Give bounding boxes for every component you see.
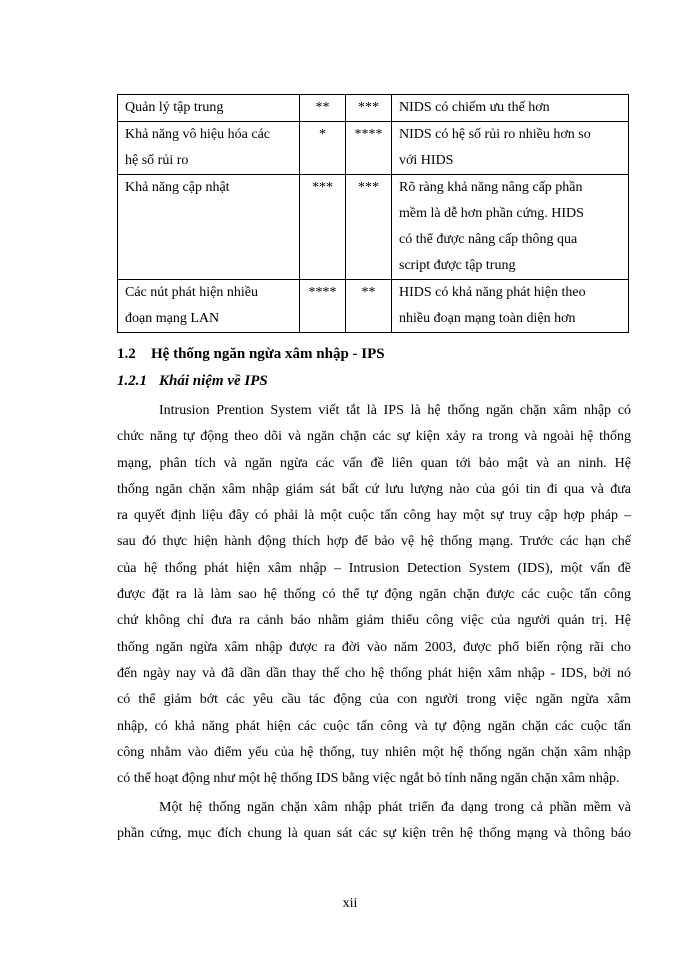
note-line: HIDS có khả năng phát hiện theo: [399, 285, 586, 300]
subsection-number: 1.2.1: [117, 373, 147, 389]
feature-line: hệ số rủi ro: [125, 153, 189, 168]
section-title: Hệ thống ngăn ngừa xâm nhập - IPS: [151, 346, 385, 362]
note-cell: [392, 95, 629, 122]
nids-rating: **: [361, 285, 376, 300]
nids-rating: ****: [354, 127, 383, 142]
page-number: xii: [342, 896, 358, 911]
paragraph-line: đến ngày nay và đã dần dần thay thế cho hệ thống phát hiện xâm nhập - IDS, bởi nó: [117, 665, 631, 681]
note-line: NIDS có hệ số rủi ro nhiều hơn so: [399, 127, 591, 142]
paragraph-line: mạng, phân tích và ngăn ngừa các vấn đề liên quan tới bảo mật và an ninh. Hệ: [117, 455, 631, 471]
table-row: [118, 122, 629, 175]
paragraph-line: chứ không chỉ đưa ra cảnh báo nhằm giảm thiểu công việc của người quản trị. Hệ: [117, 613, 631, 629]
paragraph-line: chức năng tự động theo dõi và ngăn chặn các sự kiện xảy ra trong và ngoài hệ thống: [117, 429, 631, 445]
note-line: nhiều đoạn mạng toàn diện hơn: [399, 311, 576, 326]
paragraph-line: có thể giảm bớt các yêu cầu tác động của con người trong việc ngăn ngừa xâm: [117, 692, 631, 708]
note-line: với HIDS: [399, 153, 454, 168]
hids-rating: **: [315, 100, 330, 115]
paragraph-line: Intrusion Prention System viết tắt là IPS là hệ thống ngăn chặn xâm nhập có: [159, 403, 631, 418]
feature-line: Các nút phát hiện nhiều: [125, 285, 258, 300]
paragraph-line: công nhằm vào điểm yếu của hệ thống, tuy nhiên một hệ thống ngăn chặn xâm nhập: [117, 744, 631, 760]
note-cell: [392, 122, 629, 175]
paragraph-line: của hệ thống phát hiện xâm nhập – Intrusion Detection System (IDS), một vấn đề: [117, 560, 631, 576]
paragraph-line: thống ngăn ngừa xâm nhập được ra đời vào năm 2003, được phổ biến rộng rãi cho: [117, 639, 631, 655]
paragraph: [117, 795, 631, 848]
paragraph-line: sau đó thực hiện hành động thích hợp để bảo vệ hệ thống mạng. Trước các hạn chế: [117, 534, 631, 550]
hids-rating: ****: [308, 285, 337, 300]
nids-rating: ***: [358, 100, 379, 115]
hids-rating-cell: [300, 95, 346, 122]
table-row: [118, 280, 629, 333]
feature-cell: [118, 95, 300, 122]
hids-rating: *: [319, 127, 326, 142]
hids-rating-cell: [300, 175, 346, 280]
paragraph-line: có thể hoạt động như một hệ thống IDS bằng việc ngắt bỏ tính năng ngăn chặn xâm nhập.: [117, 771, 620, 787]
paragraph-line: Một hệ thống ngăn chặn xâm nhập phát triển đa dạng trong cả phần mềm và: [159, 800, 631, 815]
feature-cell: [118, 280, 300, 333]
nids-rating: ***: [358, 180, 379, 195]
nids-rating-cell: [346, 95, 392, 122]
paragraph-line: ra quyết định liệu đây có phải là một cuộc tấn công hay một sự truy cập hợp pháp –: [117, 508, 631, 524]
feature-line: đoạn mạng LAN: [125, 311, 220, 326]
nids-rating-cell: [346, 122, 392, 175]
paragraph: [117, 398, 631, 792]
section-heading: [117, 346, 385, 363]
hids-rating-cell: [300, 122, 346, 175]
paragraph-line: thống ngăn chặn xâm nhập giám sát bất cứ lưu lượng nào của gói tin đi qua và đưa: [117, 481, 631, 497]
section-number: 1.2: [117, 346, 136, 362]
note-cell: [392, 280, 629, 333]
paragraph-line: được đặt ra là làm sao hệ thống có thể tự động ngăn chặn được các cuộc tấn công: [117, 587, 631, 603]
note-cell: [392, 175, 629, 280]
feature-cell: [118, 175, 300, 280]
hids-rating: ***: [312, 180, 333, 195]
nids-rating-cell: [346, 175, 392, 280]
note-line: mềm là dễ hơn phần cứng. HIDS: [399, 206, 584, 221]
feature-line: Quản lý tập trung: [125, 100, 224, 115]
comparison-table: [117, 94, 629, 333]
subsection-heading: [117, 373, 268, 390]
note-line: Rõ ràng khả năng nâng cấp phần: [399, 180, 583, 195]
table-row: [118, 95, 629, 122]
hids-rating-cell: [300, 280, 346, 333]
nids-rating-cell: [346, 280, 392, 333]
paragraph-line: phần cứng, mục đích chung là quan sát các sự kiện trên hệ thống mạng và thông báo: [117, 826, 631, 842]
note-line: script được tập trung: [399, 258, 516, 273]
feature-line: Khả năng cập nhật: [125, 180, 230, 195]
paragraph-line: nhập, có khả năng phát hiện các cuộc tấn công và tự động ngăn chặn các cuộc tấn: [117, 718, 631, 734]
table-row: [118, 175, 629, 280]
feature-line: Khả năng vô hiệu hóa các: [125, 127, 270, 142]
note-line: NIDS có chiếm ưu thế hơn: [399, 100, 550, 115]
note-line: có thể được nâng cấp thông qua: [399, 232, 578, 247]
subsection-title: Khái niệm về IPS: [159, 373, 268, 389]
feature-cell: [118, 122, 300, 175]
